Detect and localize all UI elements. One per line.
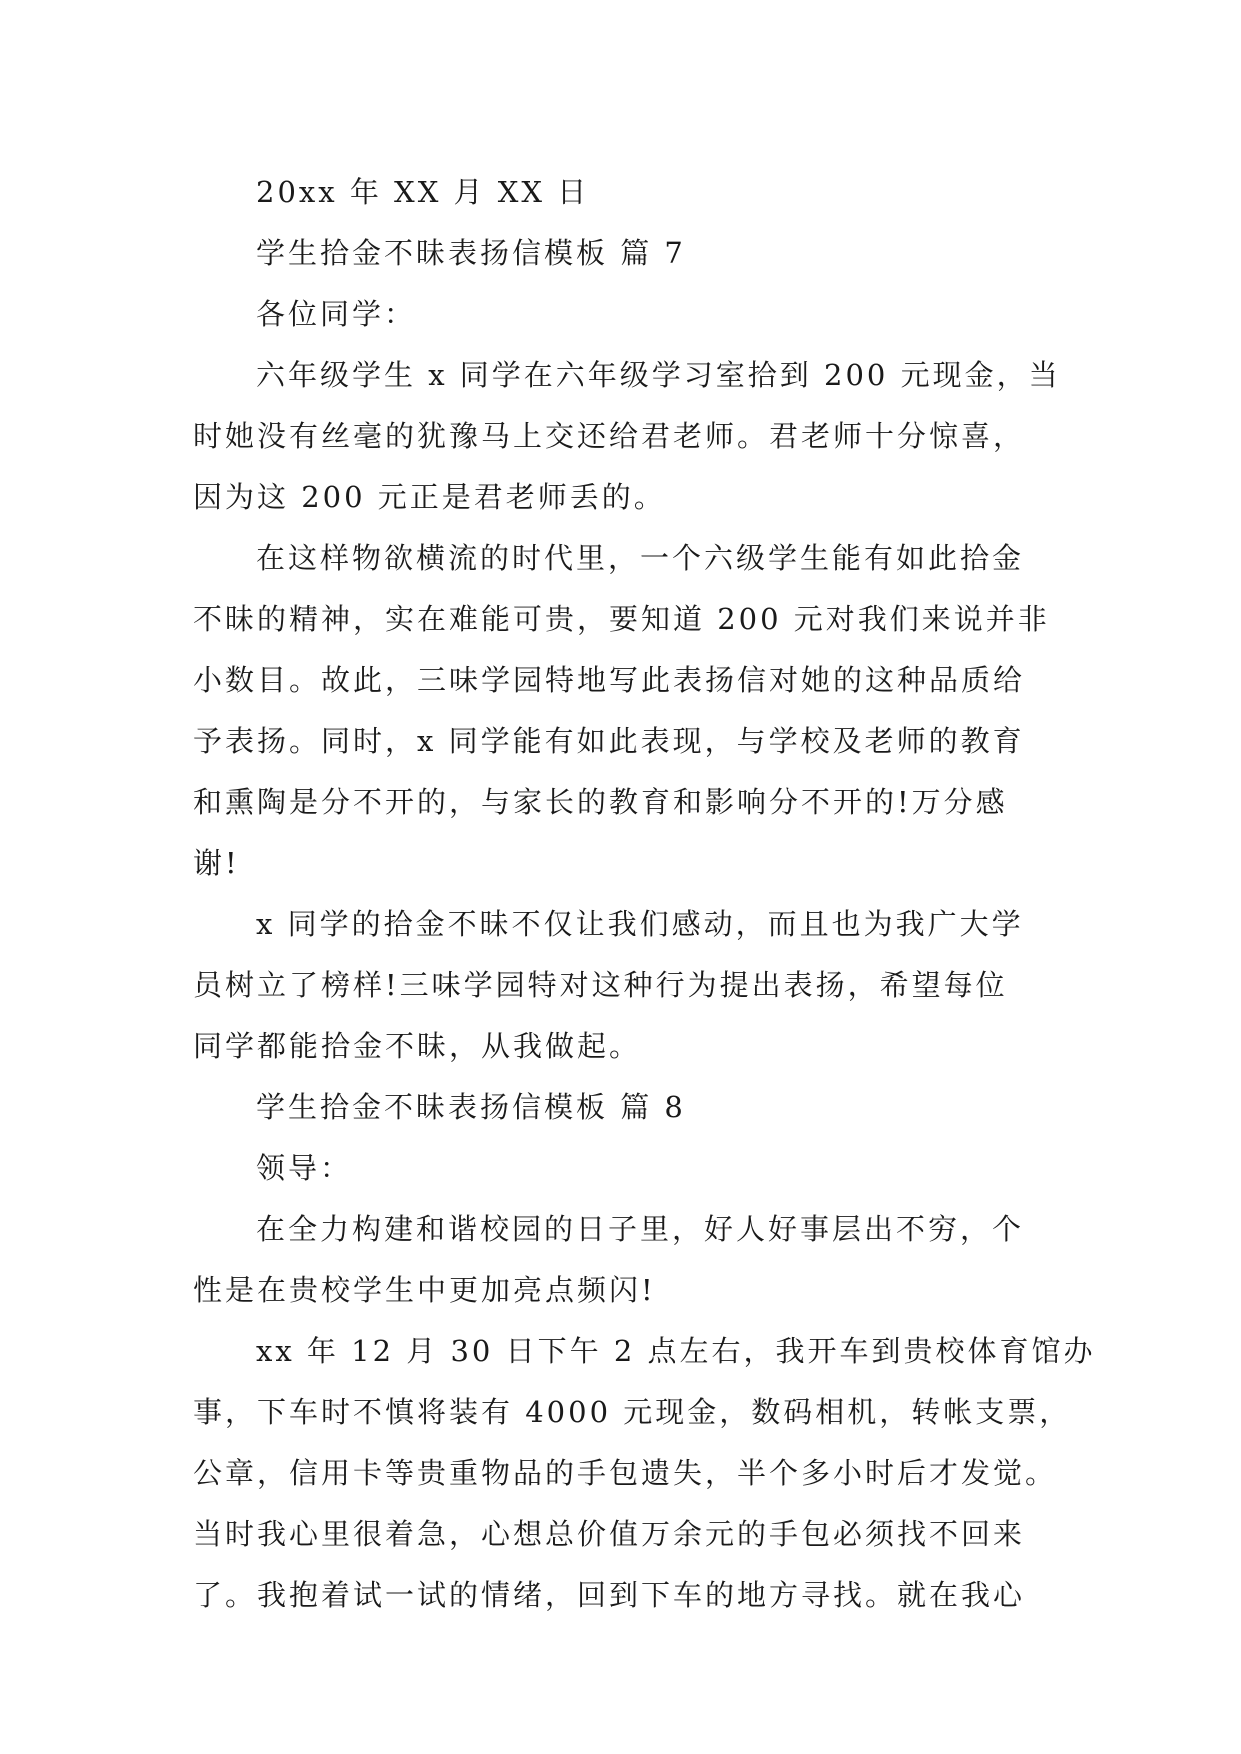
paragraph-line: 在全力构建和谐校园的日子里，好人好事层出不穷，个 [256,1212,1025,1246]
paragraph-line: 时她没有丝毫的犹豫马上交还给君老师。君老师十分惊喜， [193,419,1026,453]
paragraph-line: 小数目。故此，三味学园特地写此表扬信对她的这种品质给 [193,663,1026,697]
section-7-title: 学生拾金不昧表扬信模板 篇 7 [256,236,686,270]
paragraph-line: x 同学的拾金不昧不仅让我们感动，而且也为我广大学 [256,907,1024,941]
paragraph-line: 公章，信用卡等贵重物品的手包遗失，半个多小时后才发觉。 [193,1456,1058,1490]
paragraph-line: 不昧的精神，实在难能可贵，要知道 200 元对我们来说并非 [193,602,1050,636]
paragraph-line: 当时我心里很着急，心想总价值万余元的手包必须找不回来 [193,1517,1026,1551]
paragraph-line: 在这样物欲横流的时代里，一个六级学生能有如此拾金 [256,541,1025,575]
section-8-paragraph-2 [193,1321,1096,1626]
paragraph-line: 因为这 200 元正是君老师丢的。 [193,480,666,514]
paragraph-line: 予表扬。同时，x 同学能有如此表现，与学校及老师的教育 [193,724,1025,758]
section-7-paragraph-3 [193,894,1063,1077]
date-line: 20xx 年 XX 月 XX 日 [256,175,590,209]
paragraph-line: 了。我抱着试一试的情绪，回到下车的地方寻找。就在我心 [193,1578,1026,1612]
paragraph-line: 员树立了榜样!三味学园特对这种行为提出表扬，希望每位 [193,968,1008,1002]
section-7-paragraph-1 [193,345,1063,528]
paragraph-line: 谢! [193,846,240,880]
section-8-salutation: 领导： [256,1151,353,1185]
section-7-salutation: 各位同学： [256,297,417,331]
section-8-paragraph-1 [193,1199,1063,1321]
paragraph-line: 性是在贵校学生中更加亮点频闪! [193,1273,656,1307]
paragraph-line: 同学都能拾金不昧，从我做起。 [193,1029,642,1063]
section-8-title: 学生拾金不昧表扬信模板 篇 8 [256,1090,686,1124]
section-7-paragraph-2 [193,528,1063,894]
paragraph-line: 六年级学生 x 同学在六年级学习室拾到 200 元现金，当 [256,358,1061,392]
paragraph-line: xx 年 12 月 30 日下午 2 点左右，我开车到贵校体育馆办 [256,1334,1096,1368]
paragraph-line: 事，下车时不慎将装有 4000 元现金，数码相机，转帐支票， [193,1395,1072,1429]
paragraph-line: 和熏陶是分不开的，与家长的教育和影响分不开的!万分感 [193,785,1008,819]
document-body [193,162,1096,1626]
